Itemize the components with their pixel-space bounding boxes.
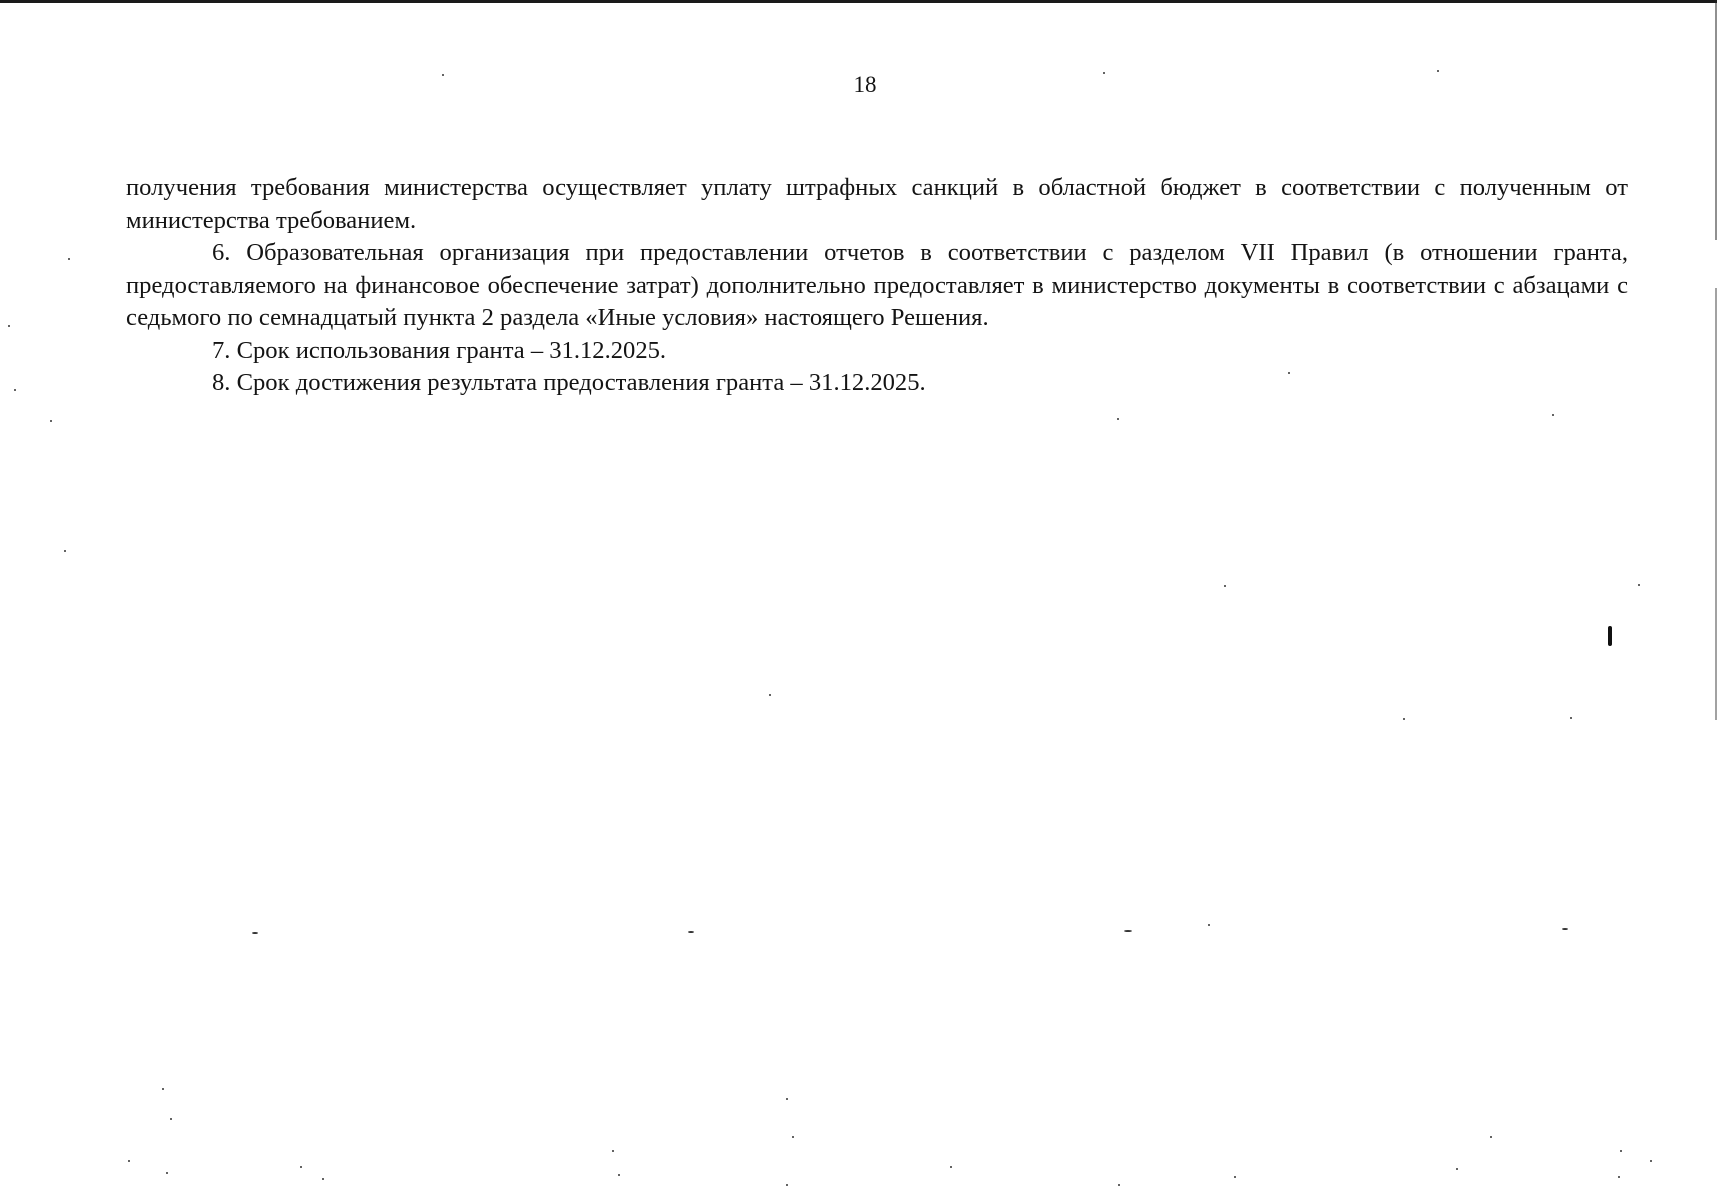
paragraph-item-8: 8. Срок достижения результата предоставления гранта – 31.12.2025. (212, 369, 926, 396)
document-body (126, 172, 1628, 400)
scan-top-border (0, 0, 1717, 3)
paragraph-continuation: получения требования министерства осуществляет уплату штрафных санкций в областной бюджет в соответствии с полученным от министерства требованием. (126, 174, 1628, 234)
paragraph-item-6: 6. Образовательная организация при предоставлении отчетов в соответствии с разделом VII Правил (в отношении гранта, предоставляемого на финансовое обеспечение затрат) дополнительно предоставляет в министерство документы в соответствии с абзацами с седьмого по семнадцатый пункта 2 раздела «Иные условия» настоящего Решения. (126, 239, 1628, 331)
scan-ink-mark (1608, 626, 1612, 646)
paragraph-item-7: 7. Срок использования гранта – 31.12.2025. (212, 336, 667, 364)
page-number: 18 (853, 72, 877, 97)
